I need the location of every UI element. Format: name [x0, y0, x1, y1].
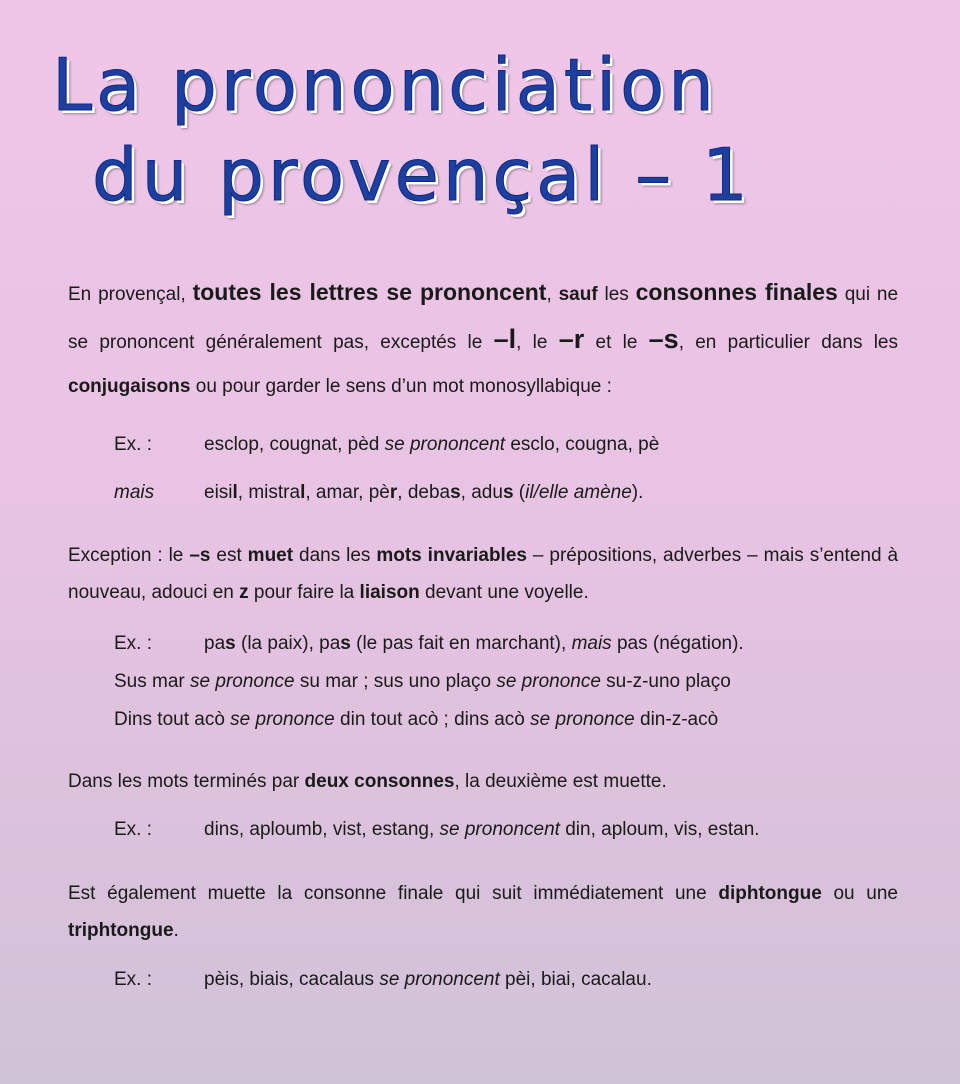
- text: , le: [516, 332, 559, 353]
- text: din, aploum, vis, estan.: [559, 819, 760, 840]
- text: Dins tout acò: [114, 709, 231, 730]
- text: – prépositions, adverbes – mais s’entend à nouveau, adouci en: [68, 545, 899, 603]
- text: , en particulier dans les: [678, 332, 898, 353]
- text: din-z-acò: [634, 709, 719, 730]
- text: se prononcent: [439, 819, 560, 840]
- text: l: [232, 482, 238, 503]
- example-text: [204, 811, 760, 849]
- text: s: [502, 482, 514, 503]
- example-label: mais: [114, 482, 155, 503]
- text: su-z-uno plaço: [600, 671, 731, 692]
- text: .: [173, 920, 179, 941]
- text: se prononcent: [379, 969, 500, 990]
- text: , adu: [460, 482, 503, 503]
- title-line-2: du provençal – 1: [92, 133, 752, 217]
- example-block-3: [68, 811, 898, 849]
- example-block-4: [68, 961, 898, 999]
- text: esclo, cougna, pè: [505, 434, 660, 455]
- text: eisi: [204, 482, 233, 503]
- text: s: [225, 633, 236, 654]
- paragraph-exception: [68, 537, 898, 611]
- text: , la deuxième est muette.: [454, 771, 667, 792]
- text: pèi, biai, cacalau.: [499, 969, 652, 990]
- text: se prononce: [190, 671, 295, 692]
- text: r: [389, 482, 398, 503]
- text: Exception : le: [68, 545, 190, 566]
- text: pa: [204, 633, 226, 654]
- text: mais: [571, 633, 612, 654]
- title-line-1: La prononciation: [52, 43, 718, 127]
- text: Dans les mots terminés par: [68, 771, 305, 792]
- text: s: [450, 482, 461, 503]
- text: pèis, biais, cacalaus: [204, 969, 380, 990]
- text: dins, aploumb, vist, estang,: [204, 819, 440, 840]
- letter-s: –s: [648, 324, 679, 354]
- text: (la paix), pa: [235, 633, 341, 654]
- example-text: [204, 961, 652, 999]
- text: (: [513, 482, 526, 503]
- text: et le: [584, 332, 649, 353]
- emphasis: consonnes finales: [635, 279, 838, 305]
- example-label: Ex. :: [114, 819, 153, 840]
- text: ,: [546, 284, 559, 305]
- example-label: Ex. :: [114, 633, 153, 654]
- example-line: [114, 663, 898, 701]
- text: se prononce: [530, 709, 635, 730]
- emphasis: diphtongue: [718, 883, 822, 904]
- emphasis: z: [239, 582, 249, 603]
- letter-l: –l: [493, 324, 517, 354]
- text: devant une voyelle.: [419, 582, 589, 603]
- example-line: [114, 421, 898, 469]
- text: dans les: [293, 545, 377, 566]
- example-block-2: [68, 625, 898, 739]
- text: il/elle amène: [525, 482, 632, 503]
- text: din tout acò ; dins acò: [334, 709, 531, 730]
- emphasis: triphtongue: [68, 920, 174, 941]
- example-line: [114, 625, 898, 663]
- emphasis: toutes les lettres se prononcent: [192, 279, 547, 305]
- text: ou pour garder le sens d’un mot monosyllabique :: [190, 376, 612, 397]
- text: , deba: [397, 482, 451, 503]
- example-text: [204, 469, 643, 517]
- text: s: [340, 633, 351, 654]
- emphasis: sauf: [558, 284, 598, 305]
- text: est: [210, 545, 248, 566]
- emphasis: conjugaisons: [68, 376, 191, 397]
- text: En provençal,: [68, 284, 193, 305]
- page-title: [0, 40, 960, 220]
- emphasis: –s: [189, 545, 211, 566]
- text: , mistra: [237, 482, 301, 503]
- text: les: [597, 284, 636, 305]
- example-text: [204, 625, 744, 663]
- text: ).: [631, 482, 644, 503]
- text: Sus mar: [114, 671, 191, 692]
- text: Est également muette la consonne finale qui suit immédiatement une: [68, 883, 719, 904]
- text: se prononce: [230, 709, 335, 730]
- text: qui ne se prononcent généralement pas, exceptés le: [68, 284, 899, 353]
- example-line: [114, 469, 898, 517]
- paragraph-two-consonants: [68, 763, 898, 801]
- text: l: [300, 482, 306, 503]
- text: , amar, pè: [305, 482, 390, 503]
- emphasis: mots invariables: [376, 545, 527, 566]
- example-block-1: [68, 421, 898, 517]
- example-label: Ex. :: [114, 434, 153, 455]
- text: se prononcent: [384, 434, 506, 455]
- example-label: Ex. :: [114, 969, 153, 990]
- example-text: [204, 421, 659, 469]
- example-line: [114, 701, 898, 739]
- emphasis: liaison: [359, 582, 420, 603]
- emphasis: muet: [247, 545, 294, 566]
- text: su mar ; sus uno plaço: [294, 671, 497, 692]
- example-line: [114, 811, 898, 849]
- text: pour faire la: [248, 582, 360, 603]
- paragraph-diphthong: [68, 875, 898, 949]
- example-line: [114, 961, 898, 999]
- text: ou une: [821, 883, 898, 904]
- text: pas (négation).: [611, 633, 744, 654]
- paragraph-rule: [68, 270, 898, 409]
- main-content: [68, 270, 898, 999]
- letter-r: –r: [558, 324, 585, 354]
- text: esclop, cougnat, pèd: [204, 434, 385, 455]
- text: se prononce: [496, 671, 601, 692]
- emphasis: deux consonnes: [304, 771, 455, 792]
- text: (le pas fait en marchant),: [350, 633, 572, 654]
